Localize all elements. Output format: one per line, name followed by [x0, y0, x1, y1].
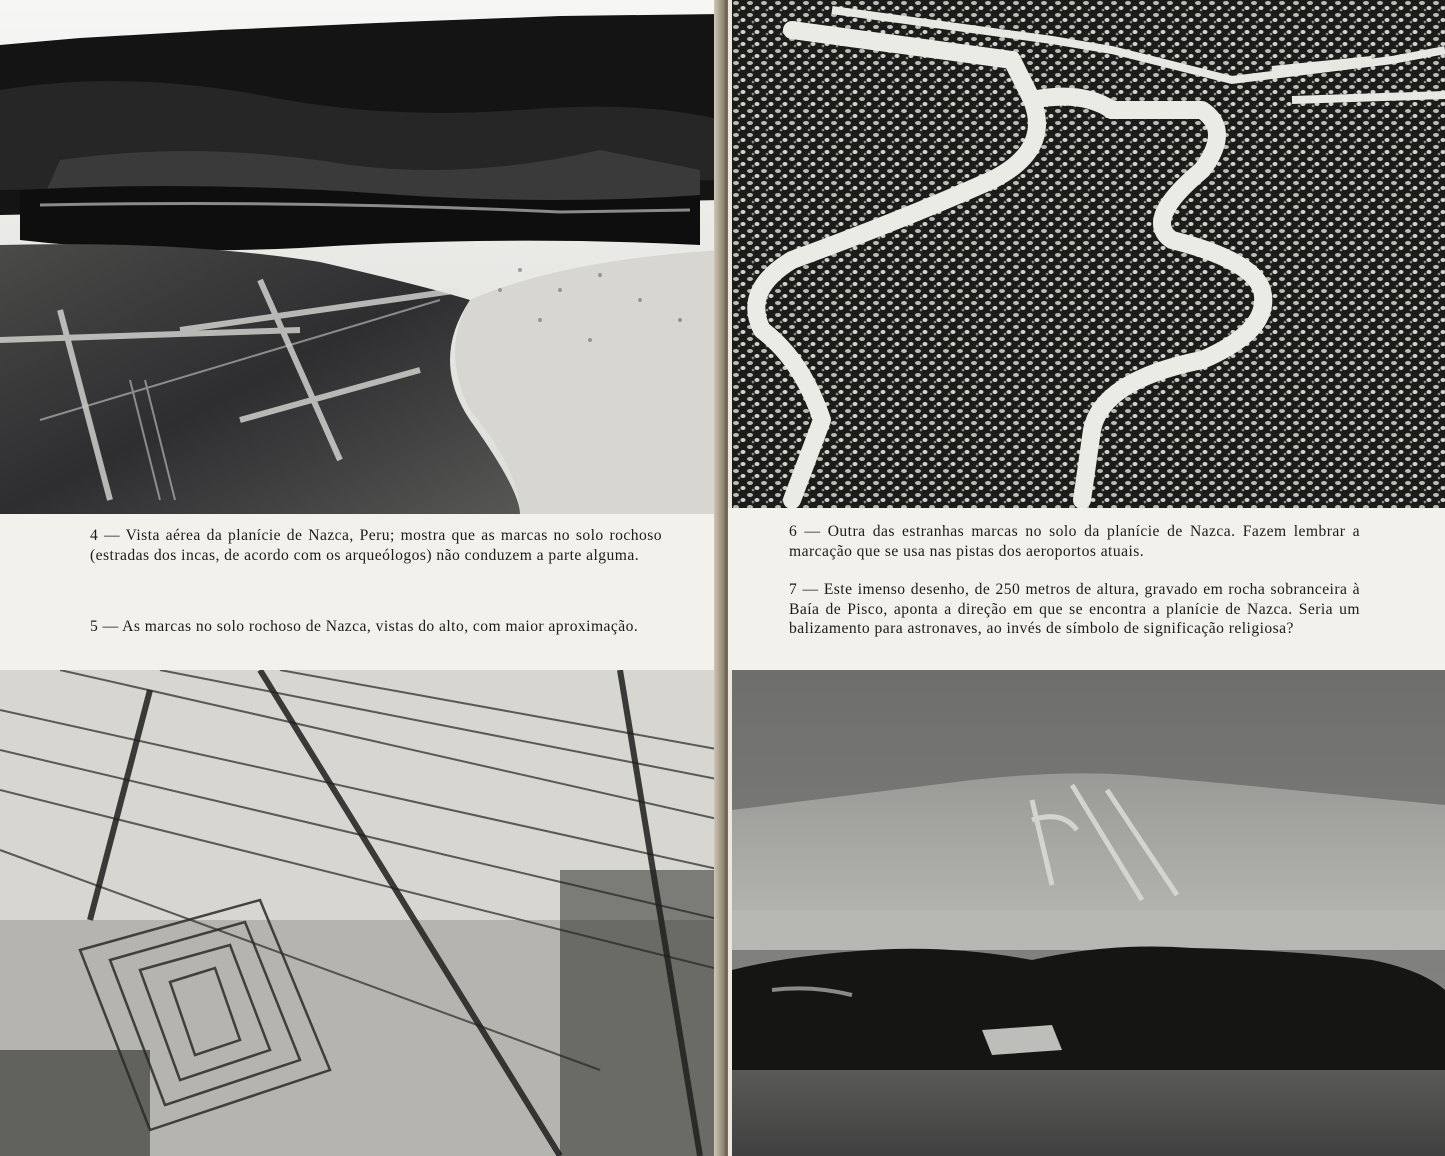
- right-page: [728, 0, 1445, 1156]
- caption-6: 6 — Outra das estranhas marcas no solo da planície de Nazca. Fazem lembrar a marcação que se usa nas pistas dos aeroportos atuais.: [789, 523, 1360, 560]
- photo-7-pisco-candelabra: [732, 670, 1445, 1156]
- caption-5: 5 — As marcas no solo rochoso de Nazca, vistas do alto, com maior aproximação.: [90, 618, 639, 635]
- photo-5-rock-markings: [0, 670, 722, 1156]
- left-page: [0, 0, 722, 1156]
- photo-6-zigzag-markings: [732, 0, 1445, 508]
- caption-7: 7 — Este imenso desenho, de 250 metros de altura, gravado em rocha sobranceira à Baía de Pisco, aponta a direção em que se encontra a planície de Nazca. Seria um balizamento para astronaves, ao invés de símbolo de significação religiosa?: [789, 581, 1360, 637]
- photo-4-aerial-plain: [0, 0, 722, 514]
- caption-4: 4 — Vista aérea da planície de Nazca, Peru; mostra que as marcas no solo rochoso (estradas dos incas, de acordo com os arqueólogos) não conduzem a parte alguma.: [90, 527, 662, 564]
